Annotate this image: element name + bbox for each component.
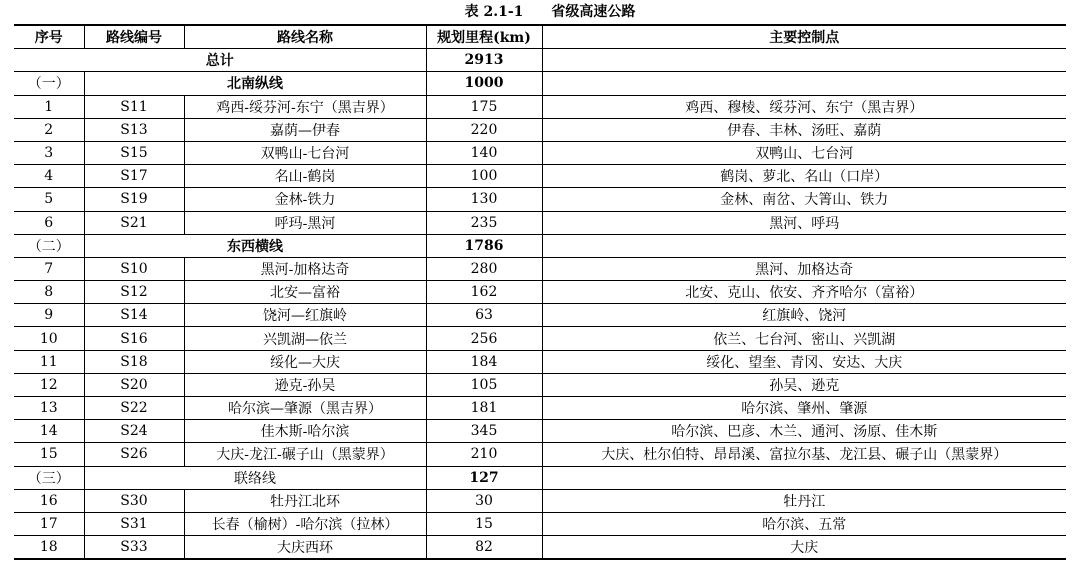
route-name: 佳木斯-哈尔滨 [184, 420, 426, 443]
group-title: 北南纵线 [84, 72, 426, 95]
route-code: S14 [84, 304, 184, 327]
route-code: S15 [84, 141, 184, 164]
row-index: 2 [14, 118, 84, 141]
table-row [14, 188, 1066, 211]
group-points [542, 466, 1066, 489]
route-name: 绥化—大庆 [184, 350, 426, 373]
route-code: S12 [84, 281, 184, 304]
header-mileage: 规划里程(km) [426, 25, 542, 49]
control-points: 大庆 [542, 536, 1066, 560]
row-index: 4 [14, 165, 84, 188]
header-control-points: 主要控制点 [542, 25, 1066, 49]
route-name: 大庆-龙江-碾子山（黑蒙界） [184, 443, 426, 466]
group-index: （一） [14, 72, 84, 95]
route-code: S22 [84, 397, 184, 420]
table-row [14, 512, 1066, 535]
route-code: S31 [84, 512, 184, 535]
header-index: 序号 [14, 25, 84, 49]
group-index: （三） [14, 466, 84, 489]
table-row [14, 420, 1066, 443]
control-points: 依兰、七台河、密山、兴凯湖 [542, 327, 1066, 350]
route-code: S16 [84, 327, 184, 350]
table-row [14, 373, 1066, 396]
row-index: 13 [14, 397, 84, 420]
table-row [14, 536, 1066, 560]
control-points: 伊春、丰林、汤旺、嘉荫 [542, 118, 1066, 141]
group-row [14, 234, 1066, 257]
route-mileage: 130 [426, 188, 542, 211]
route-name: 嘉荫—伊春 [184, 118, 426, 141]
route-name: 双鸭山-七台河 [184, 141, 426, 164]
table-row [14, 350, 1066, 373]
table-row [14, 397, 1066, 420]
route-name: 大庆西环 [184, 536, 426, 560]
route-name: 鸡西-绥芬河-东宁（黑吉界） [184, 95, 426, 118]
control-points: 鸡西、穆棱、绥芬河、东宁（黑吉界） [542, 95, 1066, 118]
route-mileage: 15 [426, 512, 542, 535]
control-points: 哈尔滨、五常 [542, 512, 1066, 535]
table-row [14, 95, 1066, 118]
table-caption [0, 0, 1080, 24]
route-mileage: 63 [426, 304, 542, 327]
header-code: 路线编号 [84, 25, 184, 49]
route-name: 逊克-孙吴 [184, 373, 426, 396]
route-mileage: 140 [426, 141, 542, 164]
route-code: S10 [84, 257, 184, 280]
route-code: S13 [84, 118, 184, 141]
header-row [14, 25, 1066, 49]
row-index: 12 [14, 373, 84, 396]
table-row [14, 141, 1066, 164]
route-code: S17 [84, 165, 184, 188]
route-mileage: 100 [426, 165, 542, 188]
route-mileage: 235 [426, 211, 542, 234]
highway-table [14, 24, 1066, 560]
table-title: 省级高速公路 [551, 4, 636, 20]
route-mileage: 30 [426, 489, 542, 512]
group-row [14, 72, 1066, 95]
route-mileage: 210 [426, 443, 542, 466]
route-code: S11 [84, 95, 184, 118]
header-name: 路线名称 [184, 25, 426, 49]
route-name: 名山-鹤岗 [184, 165, 426, 188]
total-label: 总计 [14, 49, 426, 72]
route-code: S18 [84, 350, 184, 373]
route-mileage: 162 [426, 281, 542, 304]
row-index: 18 [14, 536, 84, 560]
group-mileage: 1786 [426, 234, 542, 257]
route-name: 哈尔滨—肇源（黑吉界） [184, 397, 426, 420]
table-row [14, 443, 1066, 466]
control-points: 大庆、杜尔伯特、昂昂溪、富拉尔基、龙江县、碾子山（黑蒙界） [542, 443, 1066, 466]
route-code: S19 [84, 188, 184, 211]
route-name: 长春（榆树）-哈尔滨（拉林） [184, 512, 426, 535]
control-points: 绥化、望奎、青冈、安达、大庆 [542, 350, 1066, 373]
row-index: 16 [14, 489, 84, 512]
control-points: 鹤岗、萝北、名山（口岸） [542, 165, 1066, 188]
row-index: 1 [14, 95, 84, 118]
total-mileage: 2913 [426, 49, 542, 72]
table-row [14, 489, 1066, 512]
route-code: S33 [84, 536, 184, 560]
route-name: 北安—富裕 [184, 281, 426, 304]
route-mileage: 220 [426, 118, 542, 141]
table-row [14, 211, 1066, 234]
control-points: 红旗岭、饶河 [542, 304, 1066, 327]
group-row [14, 466, 1066, 489]
route-code: S26 [84, 443, 184, 466]
table-row [14, 281, 1066, 304]
route-mileage: 175 [426, 95, 542, 118]
route-mileage: 105 [426, 373, 542, 396]
row-index: 17 [14, 512, 84, 535]
route-code: S24 [84, 420, 184, 443]
row-index: 5 [14, 188, 84, 211]
total-points [542, 49, 1066, 72]
control-points: 哈尔滨、巴彦、木兰、通河、汤原、佳木斯 [542, 420, 1066, 443]
route-name: 牡丹江北环 [184, 489, 426, 512]
table-body [14, 49, 1066, 560]
total-row [14, 49, 1066, 72]
control-points: 孙吴、逊克 [542, 373, 1066, 396]
control-points: 哈尔滨、肇州、肇源 [542, 397, 1066, 420]
route-mileage: 345 [426, 420, 542, 443]
table-row [14, 257, 1066, 280]
group-points [542, 72, 1066, 95]
row-index: 9 [14, 304, 84, 327]
control-points: 北安、克山、依安、齐齐哈尔（富裕） [542, 281, 1066, 304]
row-index: 15 [14, 443, 84, 466]
group-title: 东西横线 [84, 234, 426, 257]
route-mileage: 82 [426, 536, 542, 560]
control-points: 牡丹江 [542, 489, 1066, 512]
group-mileage: 1000 [426, 72, 542, 95]
table-number: 表 2.1-1 [464, 4, 524, 20]
row-index: 10 [14, 327, 84, 350]
row-index: 7 [14, 257, 84, 280]
control-points: 双鸭山、七台河 [542, 141, 1066, 164]
table-row [14, 304, 1066, 327]
route-code: S30 [84, 489, 184, 512]
row-index: 14 [14, 420, 84, 443]
route-name: 兴凯湖—依兰 [184, 327, 426, 350]
route-mileage: 181 [426, 397, 542, 420]
group-index: （二） [14, 234, 84, 257]
group-title: 联络线 [84, 466, 426, 489]
control-points: 黑河、呼玛 [542, 211, 1066, 234]
row-index: 8 [14, 281, 84, 304]
table-row [14, 327, 1066, 350]
table-row [14, 165, 1066, 188]
row-index: 6 [14, 211, 84, 234]
control-points: 黑河、加格达奇 [542, 257, 1066, 280]
route-name: 呼玛-黑河 [184, 211, 426, 234]
route-mileage: 256 [426, 327, 542, 350]
route-name: 金林-铁力 [184, 188, 426, 211]
route-mileage: 280 [426, 257, 542, 280]
control-points: 金林、南岔、大箐山、铁力 [542, 188, 1066, 211]
row-index: 11 [14, 350, 84, 373]
row-index: 3 [14, 141, 84, 164]
table-row [14, 118, 1066, 141]
route-mileage: 184 [426, 350, 542, 373]
route-name: 黑河-加格达奇 [184, 257, 426, 280]
route-name: 饶河—红旗岭 [184, 304, 426, 327]
group-points [542, 234, 1066, 257]
route-code: S21 [84, 211, 184, 234]
route-code: S20 [84, 373, 184, 396]
group-mileage: 127 [426, 466, 542, 489]
